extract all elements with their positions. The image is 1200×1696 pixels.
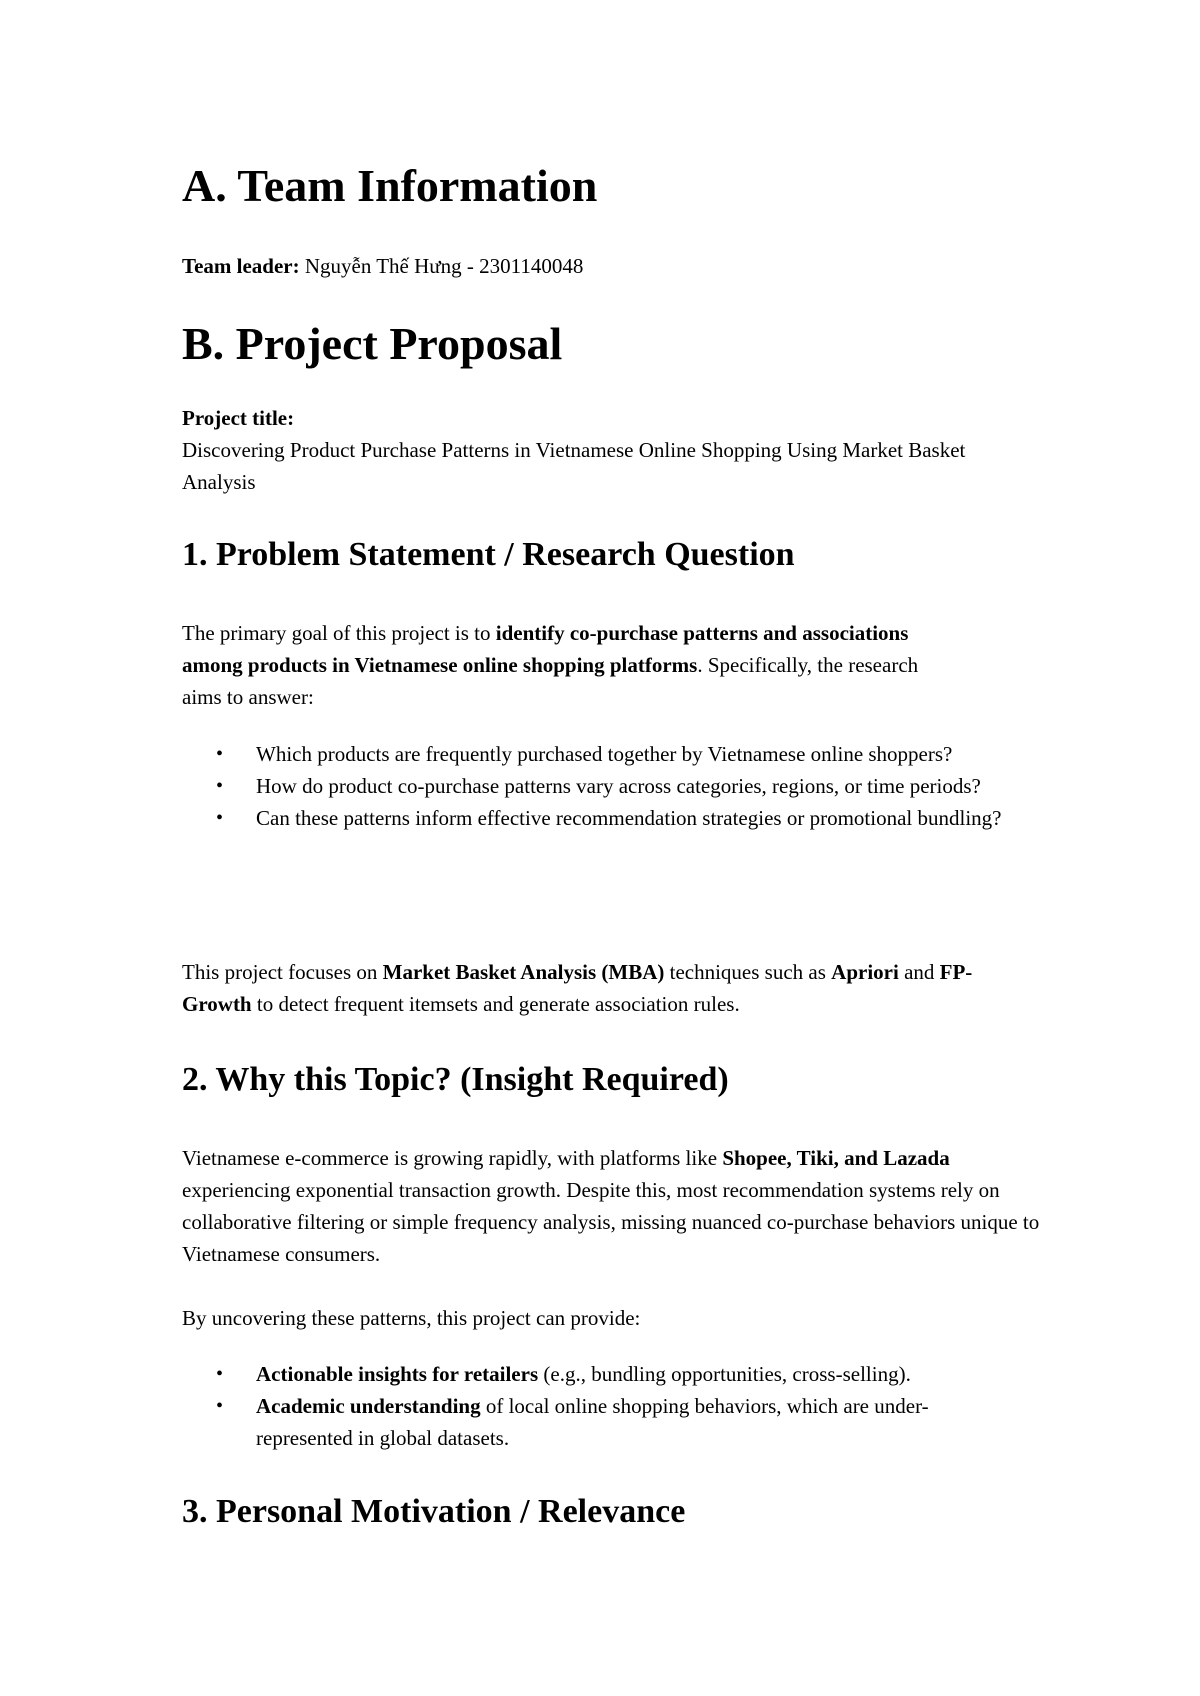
- team-leader-label: Team leader:: [182, 254, 300, 278]
- focus-post: to detect frequent itemsets and generate association rules.: [251, 992, 740, 1016]
- question-text: How do product co-purchase patterns vary across categories, regions, or time periods?: [256, 774, 981, 798]
- why-para2: By uncovering these patterns, this project can provide:: [182, 1306, 641, 1330]
- bullet-icon: •: [216, 1363, 224, 1385]
- list-item: [182, 770, 1062, 802]
- team-leader-value: Nguyễn Thế Hưng - 2301140048: [299, 254, 584, 278]
- list-item: [182, 738, 1062, 770]
- focus-mid2: and: [898, 960, 940, 984]
- project-title-label: Project title:: [182, 406, 295, 430]
- benefit-bold: Actionable insights for retailers: [256, 1362, 539, 1386]
- problem-intro-pre: The primary goal of this project is to: [182, 621, 496, 645]
- why-para1-pre: Vietnamese e-commerce is growing rapidly, with platforms like: [182, 1146, 723, 1170]
- list-item: [182, 802, 1062, 834]
- focus-fpgrowth: FP-Growth: [182, 960, 973, 1016]
- research-questions-list: [182, 738, 1062, 834]
- focus-apriori: Apriori: [831, 960, 899, 984]
- why-heading: 2. Why this Topic? (Insight Required): [182, 1061, 729, 1098]
- why-para1-post: experiencing exponential transaction growth. Despite this, most recommendation systems rely on collaborative filtering or simple frequency analysis, missing nuanced co-purchase behaviors unique to Vietnamese consumers.: [182, 1178, 1040, 1266]
- problem-intro: [182, 617, 942, 713]
- question-text: Can these patterns inform effective recommendation strategies or promotional bundling?: [256, 806, 1002, 830]
- team-leader-line: [182, 250, 1042, 282]
- bullet-icon: •: [216, 807, 224, 829]
- project-title-label-line: [182, 402, 1042, 434]
- why-platforms: Shopee, Tiki, and Lazada: [722, 1146, 950, 1170]
- list-item: [182, 1390, 996, 1454]
- bullet-icon: •: [216, 775, 224, 797]
- bullet-icon: •: [216, 1395, 224, 1417]
- problem-focus: [182, 956, 982, 1020]
- benefits-list: [182, 1358, 1062, 1454]
- section-b-heading: B. Project Proposal: [182, 318, 563, 369]
- motivation-heading: 3. Personal Motivation / Relevance: [182, 1493, 686, 1530]
- problem-intro-bold: identify co-purchase patterns and associations among products in Vietnamese online shopping platforms: [182, 621, 909, 677]
- section-a-heading: A. Team Information: [182, 160, 598, 211]
- focus-pre: This project focuses on: [182, 960, 383, 984]
- project-title-value: Discovering Product Purchase Patterns in Vietnamese Online Shopping Using Market Basket Analysis: [182, 438, 966, 494]
- problem-heading: 1. Problem Statement / Research Question: [182, 536, 795, 573]
- focus-mba: Market Basket Analysis (MBA): [382, 960, 665, 984]
- problem-intro-post: . Specifically, the research aims to answer:: [182, 653, 919, 709]
- why-para1: [182, 1142, 1042, 1270]
- focus-mid1: techniques such as: [664, 960, 832, 984]
- question-text: Which products are frequently purchased together by Vietnamese online shoppers?: [256, 742, 953, 766]
- benefit-text: of local online shopping behaviors, which are under-represented in global datasets.: [256, 1394, 929, 1450]
- benefit-bold: Academic understanding: [256, 1394, 481, 1418]
- benefit-text: (e.g., bundling opportunities, cross-selling).: [538, 1362, 911, 1386]
- bullet-icon: •: [216, 743, 224, 765]
- list-item: [182, 1358, 1062, 1390]
